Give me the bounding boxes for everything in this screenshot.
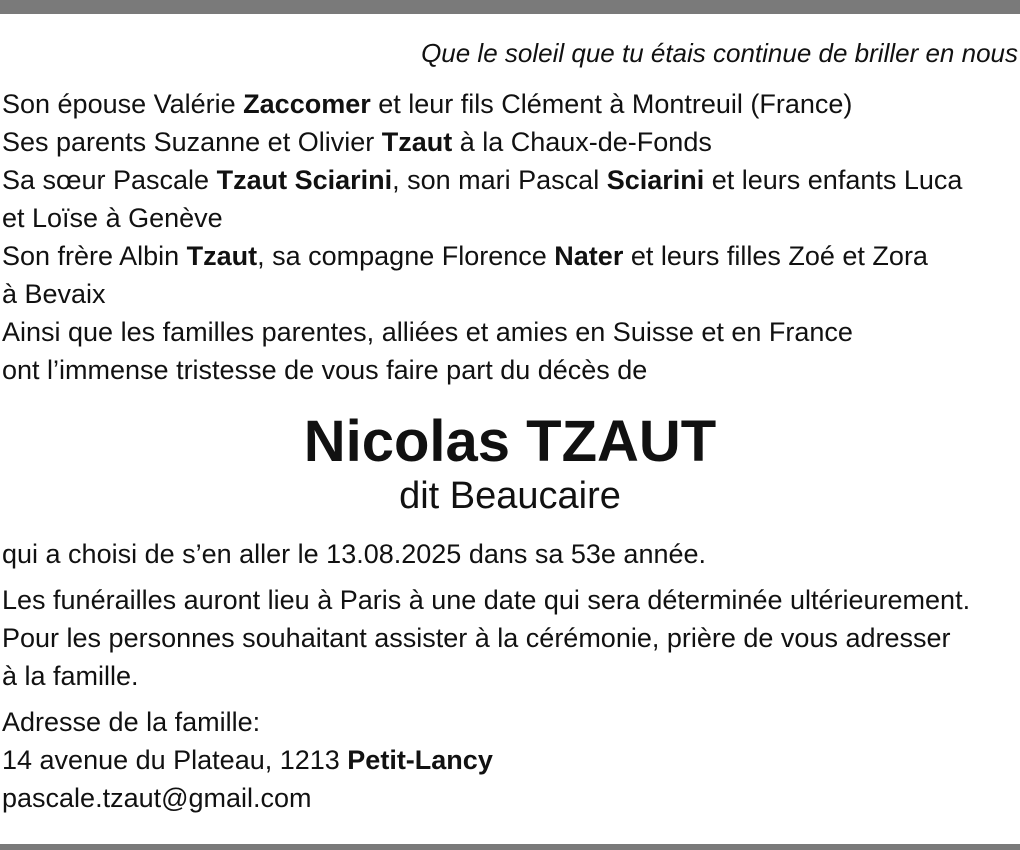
surname: Tzaut	[381, 127, 453, 157]
contact-email: pascale.tzaut@gmail.com	[2, 783, 312, 813]
deceased-name: Nicolas TZAUT	[303, 409, 717, 474]
family-line-sister: Sa sœur Pascale Tzaut Sciarini, son mari Pascal Sciarini et leurs enfants Luca	[2, 165, 963, 195]
family-line-brother: Son frère Albin Tzaut, sa compagne Florence Nater et leurs filles Zoé et Zora	[2, 241, 928, 271]
family-line-brother-cont: à Bevaix	[2, 279, 106, 309]
surname: Tzaut Sciarini	[216, 165, 393, 195]
address-street: 14 avenue du Plateau, 1213 Petit-Lancy	[2, 745, 493, 775]
motto: Que le soleil que tu étais continue de briller en nous	[421, 38, 1018, 68]
address-label: Adresse de la famille:	[2, 707, 261, 737]
bottom-divider	[0, 844, 1020, 850]
surname: Sciarini	[606, 165, 705, 195]
family-line-relatives: Ainsi que les familles parentes, alliées et amies en Suisse et en France	[2, 317, 853, 347]
family-line-parents: Ses parents Suzanne et Olivier Tzaut à la Chaux-de-Fonds	[2, 127, 712, 157]
funeral-line-1: Les funérailles auront lieu à Paris à une date qui sera déterminée ultérieurement.	[2, 585, 971, 615]
funeral-line-3: à la famille.	[2, 661, 139, 691]
surname: Nater	[554, 241, 624, 271]
death-line: qui a choisi de s’en aller le 13.08.2025 dans sa 53e année.	[2, 539, 707, 569]
family-line-sister-cont: et Loïse à Genève	[2, 203, 223, 233]
deceased-alias: dit Beaucaire	[399, 475, 621, 517]
funeral-line-2: Pour les personnes souhaitant assister à la cérémonie, prière de vous adresser	[2, 623, 951, 653]
obituary-notice	[2, 36, 1018, 817]
surname: Zaccomer	[243, 89, 371, 119]
surname: Tzaut	[186, 241, 258, 271]
family-line-wife: Son épouse Valérie Zaccomer et leur fils Clément à Montreuil (France)	[2, 89, 853, 119]
announcement-line: ont l’immense tristesse de vous faire part du décès de	[2, 355, 648, 385]
address-city: Petit-Lancy	[347, 745, 493, 775]
top-divider	[0, 0, 1020, 14]
